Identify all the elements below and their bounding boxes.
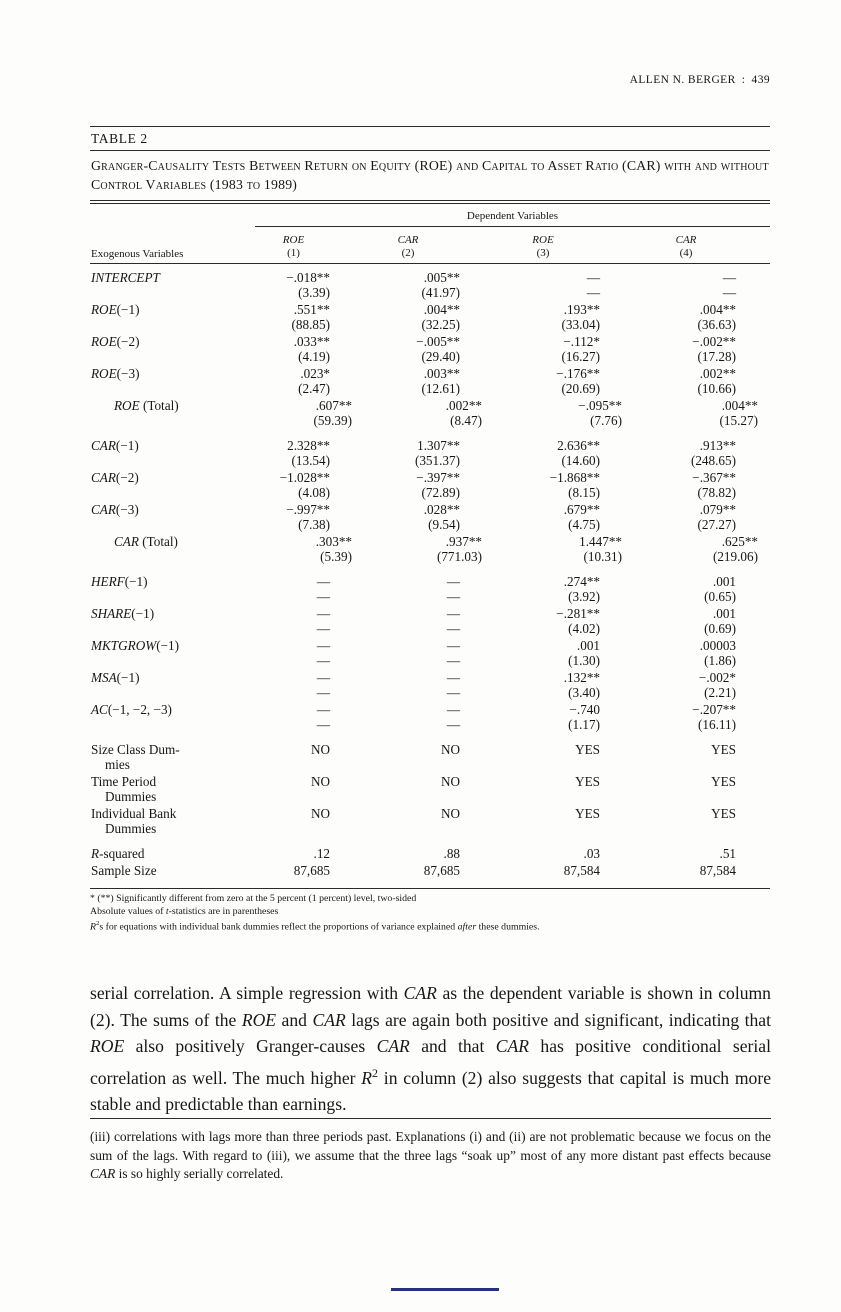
column-name: ROE (282, 234, 305, 246)
table-cell: .005** (41.97) (421, 270, 460, 300)
table-cell: YES (711, 774, 736, 789)
column-header-4 (624, 227, 770, 263)
column-number: (1) (287, 247, 300, 259)
table-cell: .913** (248.65) (690, 438, 736, 468)
table-cell: YES (575, 774, 600, 789)
table-row (90, 302, 770, 332)
row-label: ROE(−3) (91, 366, 140, 381)
table-cell: −.112* (16.27) (561, 334, 600, 364)
row-label: HERF(−1) (91, 574, 148, 589)
column-header-1 (255, 227, 354, 263)
table-cell: −.397** (72.89) (416, 470, 460, 500)
column-name: CAR (675, 234, 697, 246)
table-cell: .51 (719, 846, 736, 861)
row-label: CAR(−2) (91, 470, 139, 485)
table-title: Granger-Causality Tests Between Return on Equity (ROE) and Capital to Asset Ratio (CAR) with and without Control Variables (1983 to 1989) (91, 158, 769, 192)
table-cell: 87,584 (563, 863, 600, 878)
row-label: SHARE(−1) (91, 606, 155, 621)
table-cell: NO (440, 774, 460, 789)
table-footnote: $R^2s$ for equations with individual bank dummies reflect the proportions of variance explained after these dummies. (90, 920, 540, 933)
row-label: MSA(−1) (91, 670, 140, 685)
table-cell: .079** (27.27) (697, 502, 736, 532)
row-label: CAR(−3) (91, 502, 139, 517)
table-row (90, 398, 770, 428)
table-cell: .002** (10.66) (697, 366, 736, 396)
table-row (90, 574, 770, 604)
table-row (90, 742, 770, 772)
row-label: Individual Bank Dummies (91, 806, 177, 836)
dependent-variables-header: Dependent Variables (255, 204, 770, 227)
table-cell: — — (446, 574, 460, 604)
table-cell: −.002** (17.28) (692, 334, 736, 364)
table-row (90, 470, 770, 500)
table-cell: 87,685 (293, 863, 330, 878)
table-cell: .551** (88.85) (291, 302, 330, 332)
table-cell: 2.328** (13.54) (287, 438, 330, 468)
running-head: ALLEN N. BERGER : 439 (629, 74, 770, 86)
table-cell: −1.028** (4.08) (279, 470, 330, 500)
table-cell: 1.447** (10.31) (579, 534, 622, 564)
table-cell: .193** (33.04) (561, 302, 600, 332)
table-cell: −.281** (4.02) (556, 606, 600, 636)
table-cell: .132** (3.40) (563, 670, 600, 700)
column-number: (3) (536, 247, 550, 259)
table-cell: 1.307** (351.37) (414, 438, 460, 468)
table-cell: .88 (443, 846, 460, 861)
column-header-2 (354, 227, 484, 263)
column-number: (2) (401, 247, 415, 259)
table-cell: .607** (59.39) (313, 398, 352, 428)
table-row (90, 670, 770, 700)
table-cell: — — (446, 606, 460, 636)
table-row (90, 806, 770, 836)
table-cell: −.002* (2.21) (698, 670, 736, 700)
table-cell: — — (722, 270, 736, 300)
page-bottom-mark (391, 1288, 499, 1291)
table-cell: — — (316, 606, 330, 636)
table-cell: .033** (4.19) (293, 334, 330, 364)
table-cell: — — (316, 670, 330, 700)
row-label: CAR(−1) (91, 438, 139, 453)
table-cell: .002** (8.47) (445, 398, 482, 428)
table-row (90, 774, 770, 804)
table-cell: — — (586, 270, 600, 300)
table-cell: .625** (219.06) (712, 534, 758, 564)
table-2 (90, 126, 770, 934)
row-label: ROE(−1) (91, 302, 140, 317)
table-cell: .004** (15.27) (719, 398, 758, 428)
row-label: CAR (Total) (114, 534, 178, 549)
row-label: Sample Size (91, 863, 157, 878)
column-number: (4) (679, 247, 693, 259)
table-cell: .028** (9.54) (423, 502, 460, 532)
column-name: CAR (397, 234, 419, 246)
table-cell: .303** (5.39) (315, 534, 352, 564)
column-header-3 (484, 227, 624, 263)
table-row (90, 846, 770, 861)
column-name: ROE (532, 234, 554, 246)
table-row (90, 638, 770, 668)
table-cell: .274** (3.92) (563, 574, 600, 604)
table-footnote: Absolute values of t-statistics are in parentheses (90, 905, 279, 917)
table-cell: .001 (0.65) (704, 574, 736, 604)
table-cell: .004** (36.63) (697, 302, 736, 332)
table-row (90, 534, 770, 564)
table-cell: 87,685 (423, 863, 460, 878)
table-cell: −.005** (29.40) (416, 334, 460, 364)
table-cell: .12 (313, 846, 330, 861)
row-label: Time Period Dummies (91, 774, 157, 804)
page-footnote (90, 1118, 771, 1184)
table-cell: −.367** (78.82) (692, 470, 736, 500)
table-cell: YES (575, 742, 600, 757)
row-label: MKTGROW(−1) (91, 638, 180, 653)
table-cell: YES (711, 806, 736, 821)
table-cell: NO (310, 774, 330, 789)
table-cell: — — (316, 638, 330, 668)
table-cell: — — (446, 702, 460, 732)
row-label: Size Class Dum- mies (91, 742, 180, 772)
table-label: TABLE 2 (91, 131, 148, 146)
row-label: ROE(−2) (91, 334, 140, 349)
row-label: AC(−1, −2, −3) (91, 702, 172, 717)
table-cell: — — (446, 638, 460, 668)
table-cell: −.095** (7.76) (578, 398, 622, 428)
table-footnotes (90, 889, 770, 934)
table-cell: −.176** (20.69) (556, 366, 600, 396)
table-row (90, 438, 770, 468)
table-cell: YES (711, 742, 736, 757)
table-row (90, 863, 770, 878)
table-cell: −1.868** (8.15) (549, 470, 600, 500)
table-row (90, 366, 770, 396)
table-row (90, 334, 770, 364)
table-cell: .004** (32.25) (421, 302, 460, 332)
table-cell: YES (575, 806, 600, 821)
exogenous-variables-header: Exogenous Variables (91, 248, 184, 260)
table-header (90, 204, 770, 263)
table-cell: — — (446, 670, 460, 700)
table-cell: .001 (0.69) (704, 606, 736, 636)
table-footnote: * (**) Significantly different from zero at the 5 percent (1 percent) level, two-sided (90, 893, 417, 904)
table-cell: .03 (583, 846, 600, 861)
table-cell: .023* (2.47) (298, 366, 330, 396)
table-cell: NO (310, 742, 330, 757)
row-label: INTERCEPT (91, 270, 160, 285)
table-cell: .00003 (1.86) (699, 638, 736, 668)
table-cell: −.018** (3.39) (286, 270, 330, 300)
footnote-text: (iii) correlations with lags more than three periods past. Explanations (i) and (ii) are not problematic because we focus on the sum of the lags. With regard to (iii), we assume that the three lags “soak up” most of any more distant past effects because CAR is so highly serially correlated. (90, 1129, 771, 1181)
table-cell: NO (440, 806, 460, 821)
table-row (90, 270, 770, 300)
table-cell: NO (440, 742, 460, 757)
body-paragraph: serial correlation. A simple regression with CAR as the dependent variable is shown in column (2). The sums of the ROE and CAR lags are again both positive and significant, indicating that ROE also positively Granger-causes CAR and that CAR has positive conditional serial correlation as well. The much higher $R^2$ in column (2) also suggests that capital is much more stable and predictable than earnings. (90, 983, 772, 1114)
table-row (90, 702, 770, 732)
table-cell: — — (316, 574, 330, 604)
table-cell: — — (316, 702, 330, 732)
table-cell: .003** (12.61) (421, 366, 460, 396)
table-row (90, 502, 770, 532)
table-body (90, 264, 770, 885)
table-cell: .001 (1.30) (568, 638, 600, 668)
table-cell: NO (310, 806, 330, 821)
row-label: R-squared (91, 846, 145, 861)
table-cell: 2.636** (14.60) (557, 438, 600, 468)
table-row (90, 606, 770, 636)
header-spacer (90, 204, 255, 227)
table-cell: 87,584 (699, 863, 736, 878)
row-label: ROE (Total) (114, 398, 179, 413)
table-cell: −.740 (1.17) (568, 702, 600, 732)
table-cell: −.997** (7.38) (286, 502, 330, 532)
table-cell: −.207** (16.11) (692, 702, 736, 732)
table-cell: .679** (4.75) (563, 502, 600, 532)
table-cell: .937** (771.03) (436, 534, 482, 564)
